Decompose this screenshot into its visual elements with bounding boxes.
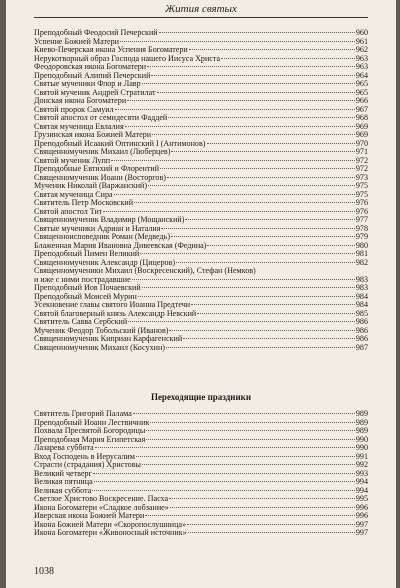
- toc-entry-page: 983: [355, 283, 368, 292]
- toc-entry: [34, 216, 368, 225]
- toc-entry-page: 997: [355, 519, 368, 529]
- toc-entry-page: 984: [355, 291, 368, 301]
- toc-entry: [34, 521, 368, 530]
- dot-leader: [185, 219, 354, 220]
- toc-entry-title: Блаженная Мария Ивановна Дивеевская (Федина): [34, 241, 207, 250]
- toc-entry: [34, 225, 368, 234]
- toc-entry: [34, 97, 368, 106]
- toc-entry: [34, 157, 368, 166]
- dot-leader: [189, 49, 355, 50]
- toc-entry-title: Иверская икона Божией Матери: [34, 512, 145, 520]
- toc-entry-title: Вход Господень в Иерусалим: [34, 452, 135, 461]
- toc-entry-page: 975: [355, 189, 368, 199]
- dot-leader: [140, 253, 355, 254]
- dot-leader: [168, 117, 355, 118]
- toc-entry-title: Усекновение главы святого Иоанна Предтечи: [34, 301, 191, 309]
- toc-entry-page: 963: [355, 53, 368, 63]
- toc-entry-page: 965: [355, 87, 368, 97]
- toc-entry-page: 993: [355, 468, 368, 478]
- dot-leader: [159, 32, 355, 33]
- toc-entry: [34, 46, 368, 55]
- dot-leader: [183, 338, 355, 339]
- toc-entry-title: Священномученик Иоанн (Восторгов): [34, 173, 166, 182]
- toc-entry-page: 973: [355, 172, 368, 182]
- toc-entry-title: Священномученик Владимир (Мощанский): [34, 216, 185, 224]
- dot-leader: [132, 279, 355, 280]
- dot-leader: [111, 160, 355, 161]
- dot-leader: [152, 134, 355, 135]
- toc-entry: [34, 72, 368, 81]
- toc-entry-title: Похвала Пресвятой Богородицы: [34, 427, 146, 435]
- toc-entry-page: 986: [355, 325, 368, 335]
- dot-leader: [169, 498, 355, 499]
- toc-entry-page: 981: [355, 249, 368, 258]
- toc-entry-title: Светлое Христово Воскресение. Пасха: [34, 495, 169, 503]
- toc-entry: [34, 89, 368, 98]
- toc-entry: [34, 174, 368, 183]
- toc-entry: [34, 504, 368, 513]
- toc-entry-page: 964: [355, 70, 368, 80]
- toc-entry-title: Священномученик Киприан Карфагенский: [34, 335, 183, 343]
- dot-leader: [136, 456, 355, 457]
- toc-entry-title: Преподобный Алипий Печерский: [34, 71, 151, 80]
- toc-entry-page: 989: [355, 417, 368, 427]
- toc-entry-title: Преподобный Иоанн Лествичник: [34, 418, 150, 427]
- dot-leader: [95, 447, 355, 448]
- toc-entry-title: Икона Богоматери «Живоносный источник»: [34, 529, 187, 537]
- toc-entry: [34, 293, 368, 302]
- dot-leader: [167, 177, 355, 178]
- dot-leader: [146, 430, 355, 431]
- dot-leader: [169, 330, 354, 331]
- toc-entry: [34, 487, 368, 496]
- toc-entry: [34, 63, 368, 72]
- toc-entry-page: 992: [355, 460, 368, 469]
- toc-entry-title: Святой пророк Самуил: [34, 105, 114, 114]
- dot-leader: [146, 439, 354, 440]
- toc-entry: [34, 453, 368, 462]
- toc-list-saints: [34, 29, 368, 352]
- toc-entry-title: Святой апостол от семидесяти Фаддей: [34, 114, 168, 122]
- dot-leader: [145, 515, 355, 516]
- toc-entry-title: Донская икона Богоматери: [34, 97, 127, 105]
- toc-entry-page: 990: [355, 434, 368, 444]
- toc-entry-page: 970: [355, 138, 368, 148]
- toc-entry-page: 994: [355, 477, 368, 486]
- toc-entry-page: 989: [355, 409, 368, 418]
- dot-leader: [134, 202, 355, 203]
- toc-entry-title: Преподобный Пимен Великий: [34, 250, 140, 258]
- dot-leader: [115, 109, 355, 110]
- toc-entry: [34, 38, 368, 47]
- dot-leader: [128, 321, 355, 322]
- toc-entry-title: Нерукотворный образ Господа нашего Иисуса Христа: [34, 54, 221, 63]
- toc-entry: [34, 148, 368, 157]
- toc-entry-page: 971: [355, 147, 368, 156]
- toc-entry: [34, 29, 368, 38]
- toc-entry: [34, 140, 368, 149]
- toc-entry-page: 963: [355, 62, 368, 71]
- dot-leader: [191, 304, 355, 305]
- toc-entry: [34, 529, 368, 538]
- dot-leader: [120, 41, 355, 42]
- dot-leader: [142, 287, 355, 288]
- toc-entry-title: Священноисповедник Роман (Медведь): [34, 233, 171, 241]
- header-rule: [34, 17, 368, 18]
- dot-leader: [114, 194, 355, 195]
- book-page: [6, 0, 396, 588]
- toc-entry: [34, 131, 368, 140]
- dot-leader: [142, 464, 355, 465]
- dot-leader: [103, 211, 354, 212]
- toc-entry: [34, 250, 368, 259]
- running-header: Жития святых: [165, 3, 237, 15]
- toc-entry-page: 962: [355, 45, 368, 54]
- toc-entry-title: Киево-Печерская икона Успения Богоматери: [34, 46, 188, 54]
- toc-entry-page: 995: [355, 494, 368, 503]
- toc-entry: [34, 242, 368, 251]
- toc-entry-page: 967: [355, 104, 368, 114]
- toc-entry-title: Преподобный Иов Почаевский: [34, 284, 141, 292]
- toc-entry-title: Преподобная Мария Египетская: [34, 435, 146, 444]
- dot-leader: [221, 58, 355, 59]
- toc-entry-page: 989: [355, 426, 368, 435]
- toc-entry-page: 982: [355, 257, 368, 267]
- toc-entry-page: 960: [355, 28, 368, 37]
- toc-entry-page: 985: [355, 308, 368, 318]
- toc-entry: [34, 327, 368, 336]
- toc-entry-page: 980: [355, 240, 368, 250]
- toc-entry-title: Священномученик Михаил (Люберцев): [34, 148, 171, 156]
- toc-entry-page: 966: [355, 96, 368, 105]
- toc-entry-page: 977: [355, 215, 368, 224]
- dot-leader: [157, 92, 355, 93]
- toc-entry-title: Преподобный Исаакий Оптинский I (Антимонов): [34, 139, 206, 148]
- toc-entry-page: 979: [355, 232, 368, 241]
- toc-entry-title: Святой благоверный князь Александр Невский: [34, 309, 197, 318]
- toc-entry-title: Икона Богоматери «Сладкое лобзание»: [34, 503, 169, 512]
- toc-entry: [34, 344, 368, 353]
- toc-entry-page: 969: [355, 130, 368, 139]
- toc-entry-title: Страсти (страдания) Христовы: [34, 461, 141, 469]
- dot-leader: [188, 532, 355, 533]
- dot-leader: [187, 524, 355, 525]
- toc-entry-page: 996: [355, 502, 368, 512]
- toc-entry: [34, 284, 368, 293]
- toc-entry: [34, 208, 368, 217]
- dot-leader: [148, 185, 355, 186]
- dot-leader: [166, 347, 355, 348]
- toc-entry-title: Феодоровская икона Богоматери: [34, 63, 147, 71]
- toc-entry-page: 976: [355, 198, 368, 207]
- toc-entry: [34, 55, 368, 64]
- toc-entry-title: Мученик Феодор Тобольский (Иванов): [34, 326, 169, 335]
- toc-entry-title: Святой мученик Лупп: [34, 156, 111, 165]
- toc-entry-page: 984: [355, 300, 368, 309]
- dot-leader: [207, 143, 355, 144]
- dot-leader: [176, 262, 355, 263]
- dot-leader: [147, 66, 355, 67]
- toc-list-moveable-feasts: [34, 410, 368, 538]
- dot-leader: [94, 481, 355, 482]
- section-title: Переходящие праздники: [150, 392, 252, 402]
- toc-entry-title: Святая мученица Евлалия: [34, 122, 124, 131]
- toc-entry-page: 978: [355, 223, 368, 233]
- toc-entry-page: 991: [355, 451, 368, 461]
- toc-entry: [34, 495, 368, 504]
- dot-leader: [150, 422, 354, 423]
- toc-entry-page: 968: [355, 113, 368, 122]
- toc-entry: [34, 276, 368, 285]
- toc-entry-page: 996: [355, 511, 368, 520]
- dot-leader: [151, 75, 354, 76]
- dot-leader: [161, 228, 354, 229]
- toc-entry-title: Великая суббота: [34, 486, 92, 495]
- toc-entry-title: Святой апостол Тит: [34, 207, 103, 216]
- dot-leader: [160, 168, 355, 169]
- toc-entry-title: Успение Божией Матери: [34, 37, 120, 46]
- dot-leader: [207, 245, 354, 246]
- toc-entry-title: Святитель Петр Московский: [34, 199, 134, 207]
- toc-entry-title: Священномученик Михаил (Косухин): [34, 343, 165, 352]
- toc-entry-page: 983: [355, 274, 368, 284]
- toc-entry-title: Грузинская икона Божией Матери: [34, 131, 152, 139]
- toc-entry-page: 990: [355, 443, 368, 452]
- toc-entry: [34, 267, 368, 276]
- dot-leader: [93, 473, 355, 474]
- toc-entry-page: 969: [355, 121, 368, 131]
- dot-leader: [171, 236, 355, 237]
- toc-entry: [34, 444, 368, 453]
- toc-entry-page: 961: [355, 36, 368, 46]
- toc-entry-title: Святитель Савва Сербский: [34, 318, 128, 326]
- toc-entry: [34, 301, 368, 310]
- toc-entry: [34, 310, 368, 319]
- dot-leader: [138, 296, 355, 297]
- toc-entry-title: Преподобные Евтихий и Флорентий: [34, 165, 160, 173]
- toc-entry: [34, 512, 368, 521]
- toc-entry: [34, 182, 368, 191]
- toc-entry: [34, 123, 368, 132]
- toc-entry-title: Священномученик Александр (Цицеров): [34, 258, 176, 267]
- toc-entry-title: Святитель Григорий Палама: [34, 410, 132, 418]
- toc-entry-page: 986: [355, 317, 368, 326]
- toc-entry: [34, 410, 368, 419]
- dot-leader: [133, 413, 355, 414]
- toc-entry-title: Великая пятница: [34, 478, 93, 486]
- page-number: 1038: [34, 566, 54, 577]
- toc-entry-title: и иже с ними пострадавшие: [34, 275, 131, 284]
- toc-entry-page: 986: [355, 334, 368, 343]
- toc-entry: [34, 419, 368, 428]
- toc-entry-title: Преподобный Феодосий Печерский: [34, 29, 158, 37]
- toc-entry-title: Священномученики Михаил (Воскресенский), Стефан (Немков): [34, 266, 256, 275]
- toc-entry-title: Преподобный Моисей Мурин: [34, 292, 137, 301]
- toc-entry: [34, 335, 368, 344]
- toc-entry: [34, 80, 368, 89]
- dot-leader: [92, 490, 355, 491]
- toc-entry: [34, 318, 368, 327]
- toc-entry-page: 972: [355, 164, 368, 173]
- toc-entry: [34, 436, 368, 445]
- toc-entry-title: Святая мученица Сира: [34, 190, 113, 199]
- toc-entry: [34, 461, 368, 470]
- toc-entry: [34, 470, 368, 479]
- toc-entry-page: 987: [355, 342, 368, 352]
- toc-entry-page: 965: [355, 79, 368, 88]
- toc-entry-page: 994: [355, 485, 368, 495]
- toc-entry: [34, 427, 368, 436]
- toc-entry-title: Святой мученик Андрей Стратилат: [34, 88, 156, 97]
- toc-entry-title: Святые мученики Флор и Лавр: [34, 80, 141, 88]
- toc-entry-title: Великий четверг: [34, 469, 92, 478]
- toc-entry: [34, 199, 368, 208]
- toc-entry-page: 975: [355, 181, 368, 190]
- toc-entry-title: Мученик Николай (Варжанский): [34, 182, 148, 190]
- toc-entry-page: 997: [355, 528, 368, 537]
- toc-entry-page: 976: [355, 206, 368, 216]
- toc-entry: [34, 233, 368, 242]
- dot-leader: [170, 507, 355, 508]
- toc-entry-title: Святые мученики Адриан и Наталия: [34, 224, 161, 233]
- toc-entry: [34, 478, 368, 487]
- dot-leader: [125, 126, 355, 127]
- toc-entry: [34, 106, 368, 115]
- toc-entry: [34, 191, 368, 200]
- toc-entry-title: Лазарева суббота: [34, 444, 94, 452]
- toc-entry: [34, 114, 368, 123]
- dot-leader: [142, 83, 355, 84]
- dot-leader: [197, 313, 355, 314]
- dot-leader: [127, 100, 355, 101]
- toc-entry: [34, 165, 368, 174]
- toc-entry-title: Икона Божией Матери «Скоропослушница»: [34, 520, 187, 529]
- dot-leader: [171, 151, 354, 152]
- toc-entry-page: 972: [355, 155, 368, 165]
